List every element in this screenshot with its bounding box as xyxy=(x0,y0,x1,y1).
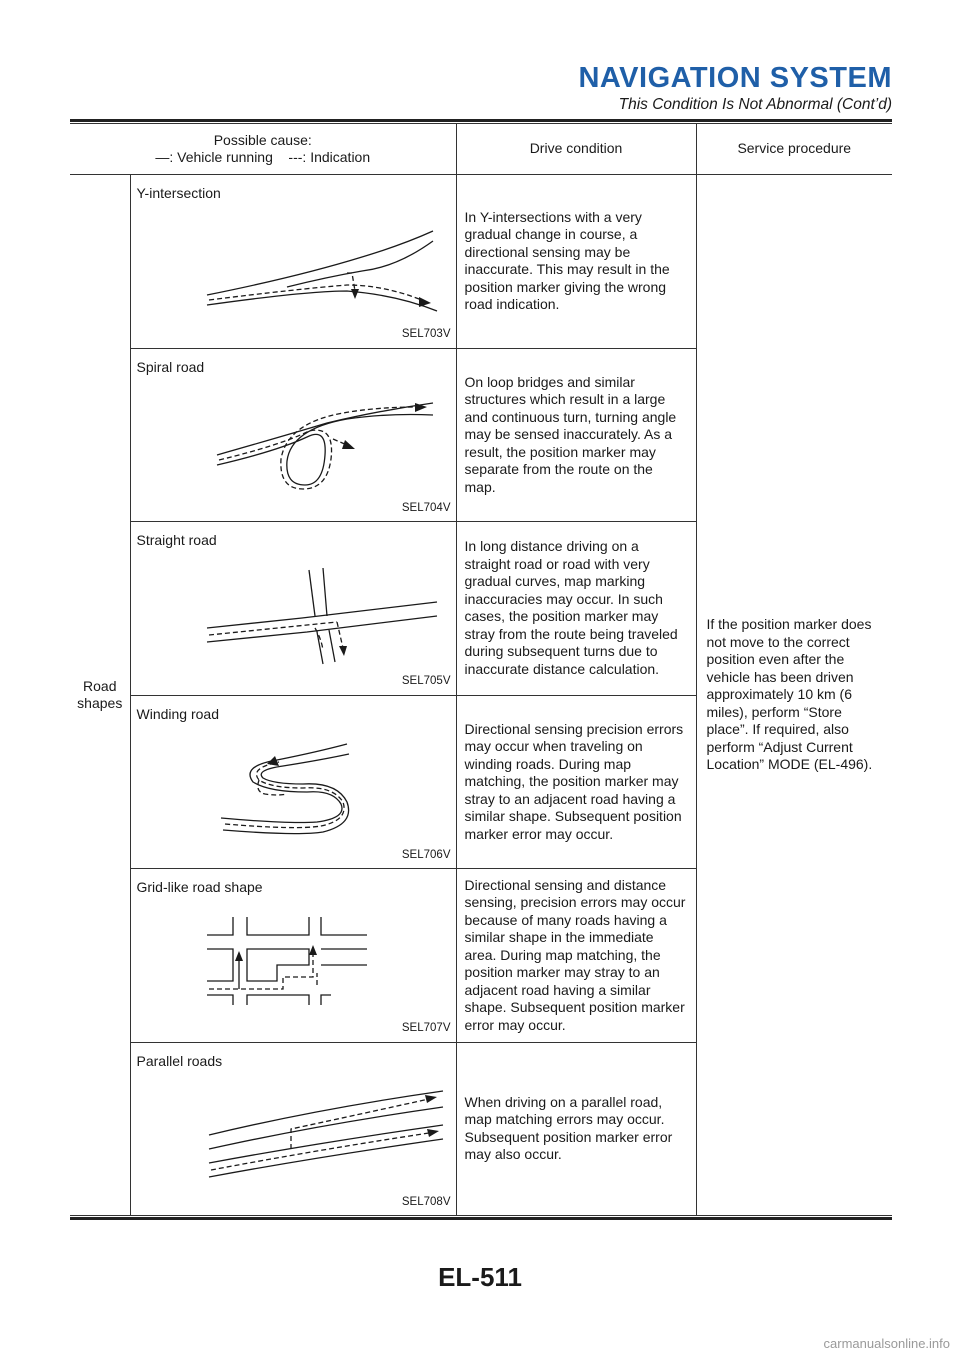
condition-cell xyxy=(130,695,456,869)
header-service-procedure: Service procedure xyxy=(696,124,892,175)
header-drive-condition: Drive condition xyxy=(456,124,696,175)
condition-cell xyxy=(130,869,456,1043)
condition-cell xyxy=(130,348,456,522)
drive-condition-cell: In long distance driving on a straight road or road with very gradual curves, map marking inaccuracies may occur. In such cases, the position marker may stray from the route being traveled during subsequent turns due to inaccurate distance calculation. xyxy=(456,522,696,696)
parallel-roads-figure xyxy=(197,1079,457,1189)
condition-label: Winding road xyxy=(136,705,219,722)
figure-code: SEL707V xyxy=(401,1022,451,1034)
condition-cell xyxy=(130,175,456,349)
category-label: Road shapes xyxy=(77,677,123,711)
drive-condition-cell: In Y-intersections with a very gradual change in course, a directional sensing may be inaccurate. This may result in the position marker giving the wrong road indication. xyxy=(456,175,696,349)
straight-road-figure xyxy=(197,558,457,668)
condition-label: Y-intersection xyxy=(136,185,221,201)
category-cell xyxy=(70,175,130,1216)
table-row xyxy=(70,175,892,349)
winding-road-figure xyxy=(197,732,457,842)
drive-condition-cell: Directional sensing and distance sensing, precision errors may occur because of many roads having a similar shape in the immediate area. During map matching, the position marker may stray to an adjacent road having a similar shape. Subsequent position marker error may occur. xyxy=(456,869,696,1043)
figure-code: SEL706V xyxy=(401,848,451,861)
header-rule xyxy=(70,119,892,122)
watermark: carmanualsonline.info xyxy=(823,1336,950,1351)
figure-code: SEL703V xyxy=(401,328,451,340)
footer-rule xyxy=(70,1217,892,1220)
spiral-road-figure xyxy=(197,385,457,495)
condition-label: Parallel roads xyxy=(136,1052,223,1069)
condition-cell xyxy=(130,522,456,696)
drive-condition-cell: When driving on a parallel road, map matching errors may occur. Subsequent position marker error may also occur. xyxy=(456,1042,696,1216)
figure-code: SEL705V xyxy=(401,675,451,687)
grid-road-figure xyxy=(197,905,457,1015)
figure-code: SEL708V xyxy=(401,1195,451,1208)
condition-cell xyxy=(130,1042,456,1216)
page-title: NAVIGATION SYSTEM xyxy=(578,62,892,94)
drive-condition-cell: On loop bridges and similar structures which result in a large and continuous turn, turning angle may be sensed inaccurately. As a result, the position marker may separate from the route on the map. xyxy=(456,348,696,522)
figure-code: SEL704V xyxy=(401,501,451,514)
y-intersection-figure xyxy=(197,211,457,321)
table-header-row xyxy=(70,124,892,175)
drive-condition-cell: Directional sensing precision errors may occur when traveling on winding roads. During map matching, the position marker may stray to an adjacent road having a similar shape. Subsequent position marker error may occur. xyxy=(456,695,696,869)
condition-label: Grid-like road shape xyxy=(136,879,263,895)
header-possible-cause: Possible cause: —: Vehicle running ---: Indication xyxy=(70,124,456,175)
service-procedure-cell: If the position marker does not move to the correct position even after the vehicle has been driven approximately 10 km (6 miles), perform “Store place”. If required, also perform “Adjust Current Location” MODE (EL-496). xyxy=(696,175,892,1216)
condition-label: Straight road xyxy=(136,532,217,548)
page-number: EL-511 xyxy=(438,1262,522,1292)
condition-label: Spiral road xyxy=(136,358,205,375)
conditions-table xyxy=(70,123,892,1216)
page-subtitle: This Condition Is Not Abnormal (Cont’d) xyxy=(618,96,892,113)
